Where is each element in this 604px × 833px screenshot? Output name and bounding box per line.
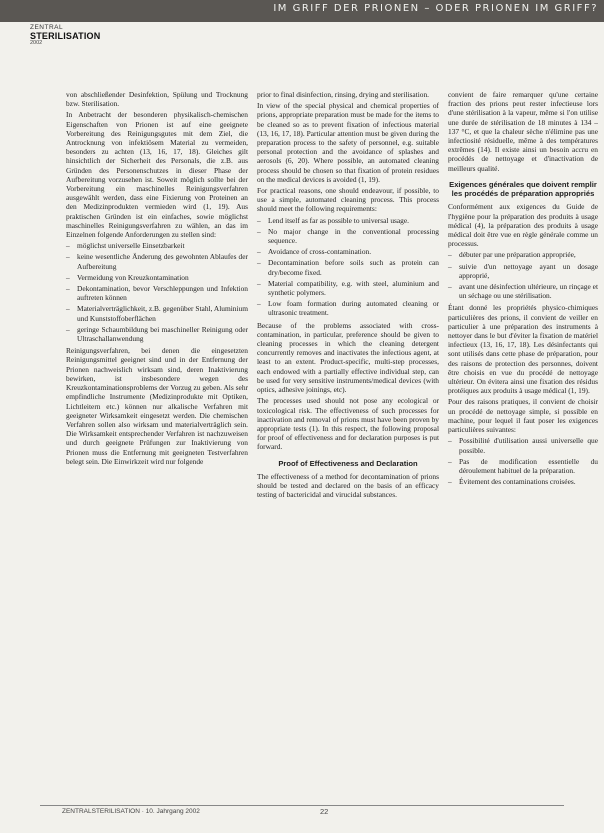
paragraph: convient de faire remarquer qu'une certaine fraction des prions peut rester infectieuse lors d'une stérilisation à la vapeur, même si l'on utilise une durée de stérilisation de 18 minutes à 134 – 137 °C, et que la chaleur sèche n'élimine pas une infectiosité résiduelle, même à des températures extrêmes (14). Il existe ainsi un besoin accru en procédés de nettoyage et d'inactivation de meilleurs qualité.: [448, 90, 598, 173]
running-head-title: IM GRIFF DER PRIONEN – ODER PRIONEN IM GRIFF?: [273, 3, 598, 14]
list-item: – débuter par une préparation appropriée,: [448, 250, 598, 259]
header-bar: [0, 0, 604, 22]
paragraph: For practical reasons, one should endeavour, if possible, to use a simple, automated cleaning process. This process should meet the following requirements:: [257, 186, 439, 214]
list-item: – möglichst universelle Einsetzbarkeit: [66, 241, 248, 250]
list-item: – Low foam formation during automated cleaning or ultrasonic treatment.: [257, 299, 439, 317]
list-item: – geringe Schaumbildung bei maschineller Reinigung oder Ultraschallanwendung: [66, 325, 248, 343]
list-item: – keine wesentliche Änderung des gewohnten Ablaufes der Aufbereitung: [66, 252, 248, 270]
requirements-list: [66, 241, 248, 343]
list-item: – Materialverträglichkeit, z.B. gegenüber Stahl, Aluminium und Kunststoffoberflächen: [66, 304, 248, 322]
list-item: – Decontamination before soils such as protein can dry/become fixed.: [257, 258, 439, 276]
list-item: – Dekontamination, bevor Verschleppungen und Infektion auftreten können: [66, 284, 248, 302]
list-item: – Possibilité d'utilisation aussi universelle que possible.: [448, 436, 598, 454]
list-item: – Évitement des contaminations croisées.: [448, 477, 598, 486]
page-number: 22: [320, 807, 329, 816]
section-heading: Exigences générales que doivent remplir les procédés de préparation appropriés: [449, 179, 597, 199]
column-english: [257, 90, 439, 501]
paragraph: Pour des raisons pratiques, il convient de choisir un procédé de nettoyage simple, si possible en machine, pour lequel il faut poser les exigences particulières suivantes:: [448, 397, 598, 435]
list-item: – Material compatibility, e.g. with steel, aluminium and synthetic polymers.: [257, 279, 439, 297]
logo-line-3: 2002: [30, 39, 43, 46]
list-item: – avant une désinfection ultérieure, un rinçage et un séchage ou une stérilisation.: [448, 282, 598, 300]
column-french: [448, 90, 598, 489]
requirements-list: [257, 216, 439, 318]
paragraph: Étant donné les propriétés physico-chimiques particulières des prions, il convient de veiller en particulier à une préparation des instruments à nettoyer dans le but d'éviter la fixation de matériel infectieux (13, 16, 17, 18). Les désinfectants qui sont utilisés dans cette phase de préparation, pour des raisons de protection des personnes, doivent être choisis en vue du procédé de nettoyage ultérieur. On évitera ainsi une fixation des résidus protéiques aux produits à usage médical (1, 19).: [448, 303, 598, 396]
steps-list: [448, 250, 598, 300]
paragraph: von abschließender Desinfektion, Spülung und Trocknung bzw. Sterilisation.: [66, 90, 248, 109]
list-item: – Avoidance of cross-contamination.: [257, 247, 439, 256]
paragraph: Because of the problems associated with cross-contamination, in particular, preference should be given to cleaning processes in which the cleaning detergent concurrently removes and inactivates the infectious agent, at least to an extent. Product-specific, multi-step processes, each endowed with a partially effective individual step, can be used for very sensitive instruments/medical devices (with optics, adhesive joinings, etc).: [257, 320, 439, 395]
paragraph: Reinigungsverfahren, bei denen die eingesetzten Reinigungsmittel geeignet sind und in der Entfernung der Prionen nachweislich wirksam sind, deren Inaktivierung bewirken, ist insbesondere wegen des Kreuzkontaminationsproblems der Vorzug zu geben. Als sehr empfindliche Instrumente (Medizinprodukte mit Optiken, Lichtleitern etc.) können nur alkalische Verfahren mit geeigneter Wirksamkeit eingesetzt werden. Die chemischen Verfahren sollen also wirksam und materialverträglich sein. Die Wirksamkeit entsprechender Verfahren ist nachzuweisen und durch geeignete Prüfungen zur Inaktivierung von Prionen muss die Entfernung mit geeigneten Testverfahren belegt sein. Die Einwirkzeit wird nur folgende: [66, 346, 248, 466]
paragraph: In Anbetracht der besonderen physikalisch-chemischen Eigenschaften von Prionen ist auf eine geeignete Vorbereitung des Reinigungsgutes mit dem Ziel, die Antrocknung von infektiösem Material zu vermeiden, besonders zu achten (13, 16, 17, 18). Gleiches gilt hinsichtlich der Sicherheit des Personals, die z.B. aus Gründen des Personenschutzes in dieser Phase der Aufbereitung vorzusehen ist. Soweit möglich sollte bei der Vorbereitung ein maschinelles Reinigungsverfahren ausgewählt werden, dass eine Fixierung von Proteinen an den Medizinprodukten vermieden wird (1, 19). Aus praktischen Gründen ist ein einfaches, sowie möglichst maschinelles Reinigungsverfahren zu wählen, an das im Einzelnen folgende Anforderungen zu stellen sind:: [66, 110, 248, 240]
list-item: – suivie d'un nettoyage ayant un dosage approprié,: [448, 262, 598, 280]
list-item: – No major change in the conventional processing sequence.: [257, 227, 439, 245]
paragraph: The effectiveness of a method for decontamination of prions should be tested and declared on the basis of an efficacy testing of bactericidal and virucidal substances.: [257, 471, 439, 500]
list-item: – Lend itself as far as possible to universal usage.: [257, 216, 439, 225]
paragraph: Conformément aux exigences du Guide de l'hygiène pour la préparation des produits à usage médical (4), la préparation des produits à usage médical doit être vue en règle générale comme un processus.: [448, 202, 598, 249]
logo-line-1: ZENTRAL: [30, 24, 64, 31]
paragraph: prior to final disinfection, rinsing, drying and sterilisation.: [257, 90, 430, 99]
paragraph: In view of the special physical and chemical properties of prions, appropriate preparation must be made for the items to be cleaned so as to prevent fixation of infectious material (13, 16, 17, 18). Particular attention must be given during the preparation process to the safety of personnel, e.g. suitable personal protection and the avoidance of splashes and aerosols (6, 20). Where possible, an automated cleaning process should be chosen so that fixation of protein residues on the medical devices is avoided (1, 19).: [257, 101, 439, 184]
requirements-list: [448, 436, 598, 486]
journal-logo: [30, 25, 100, 46]
list-item: – Vermeidung von Kreuzkontamination: [66, 273, 248, 282]
footer-journal-name: ZENTRALSTERILISATION · 10. Jahrgang 2002: [62, 808, 200, 815]
list-item: – Pas de modification essentielle du déroulement habituel de la préparation.: [448, 457, 598, 475]
page-footer: [40, 805, 564, 817]
column-german: [66, 90, 248, 468]
section-heading: Proof of Effectiveness and Declaration: [278, 458, 418, 468]
logo-line-2: STERILISATION: [30, 30, 101, 41]
footer-rule: [40, 805, 564, 806]
paragraph: The processes used should not pose any ecological or toxicological risk. The effectiveness of such processes for inactivation and removal of prions must have been proven by appropriate tests (1). In this respect, the following proposal for proof of effectiveness and for declaration purposes is put forward.: [257, 396, 439, 452]
